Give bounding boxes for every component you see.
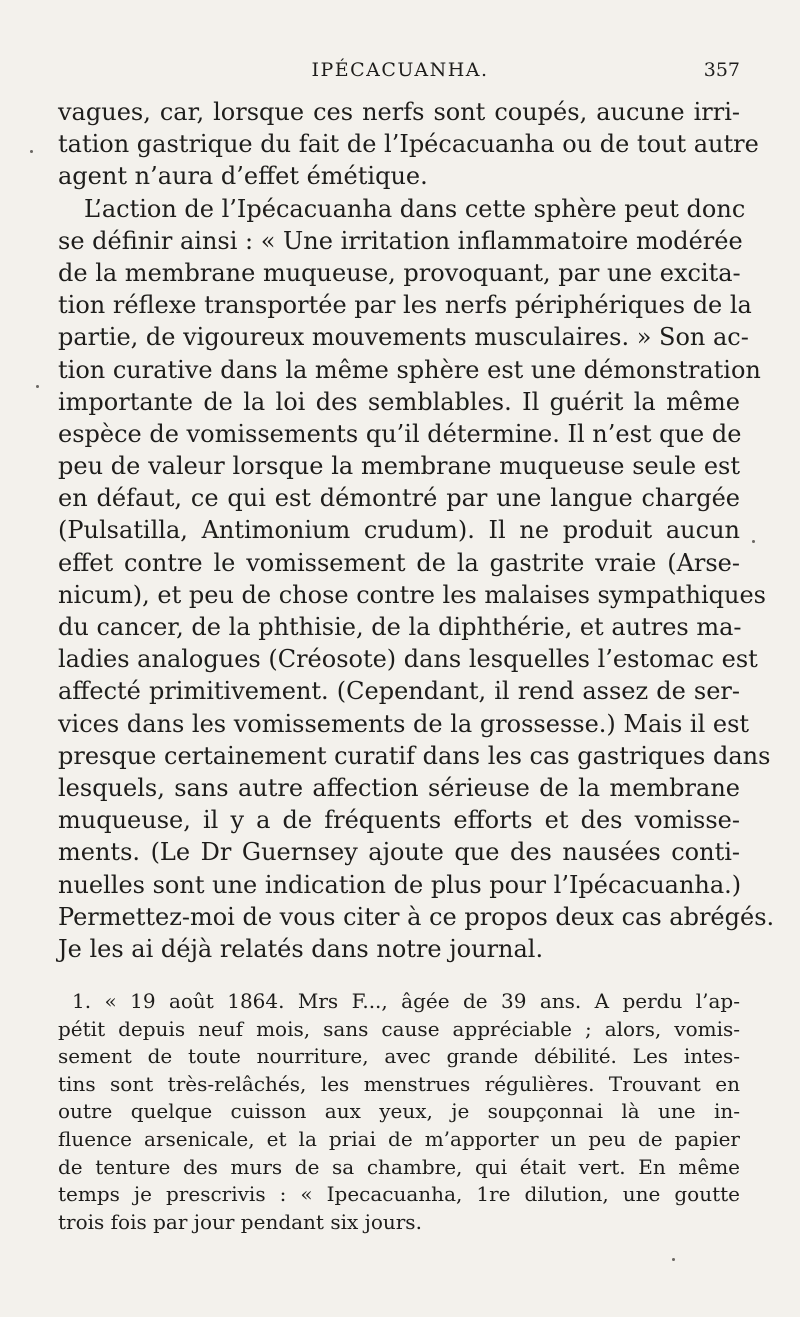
body-text — [58, 96, 775, 965]
body-line: vagues, car, lorsque ces nerfs sont coupés, aucune irri- — [58, 98, 740, 126]
body-line: presque certainement curatif dans les cas gastriques dans — [58, 741, 771, 770]
body-line: agent n’aura d’effet émétique. — [58, 162, 428, 191]
running-head — [60, 55, 740, 87]
body-line: ments. (Le Dr Guernsey ajoute que des nausées conti- — [58, 838, 740, 867]
body-line: (Pulsatilla, Antimonium crudum). Il ne produit aucun — [58, 516, 740, 545]
body-line: L’action de l’Ipécacuanha dans cette sphère peut donc — [84, 194, 746, 223]
paper-speck — [752, 540, 755, 543]
body-line: tation gastrique du fait de l’Ipécacuanha ou de tout autre — [58, 130, 759, 159]
body-line: vices dans les vomissements de la grossesse.) Mais il est — [58, 709, 750, 738]
footnote-line: pétit depuis neuf mois, sans cause appréciable ; alors, vomis- — [58, 1016, 740, 1041]
body-line: de la membrane muqueuse, provoquant, par une excita- — [58, 258, 741, 287]
paper-speck — [36, 385, 39, 388]
body-line: affecté primitivement. (Cependant, il rend assez de ser- — [58, 677, 740, 706]
body-line: en défaut, ce qui est démontré par une langue chargée — [58, 484, 740, 513]
paper-speck — [30, 150, 33, 153]
body-line: peu de valeur lorsque la membrane muqueuse seule est — [58, 452, 740, 481]
body-line: Je les ai déjà relatés dans notre journal. — [58, 934, 544, 963]
body-line: Permettez-moi de vous citer à ce propos deux cas abrégés. — [58, 902, 775, 931]
body-line: tion réflexe transportée par les nerfs périphériques de la — [58, 291, 752, 320]
page-number: 357 — [703, 59, 740, 81]
body-line: se définir ainsi : « Une irritation inflammatoire modérée — [58, 226, 743, 255]
body-line: effet contre le vomissement de la gastrite vraie (Arse- — [58, 548, 740, 577]
body-line: ladies analogues (Créosote) dans lesquelles l’estomac est — [58, 645, 758, 674]
body-line: espèce de vomissements qu’il détermine. Il n’est que de — [58, 419, 742, 448]
body-line: lesquels, sans autre affection sérieuse de la membrane — [58, 773, 740, 802]
footnote-line: fluence arsenicale, et la priai de m’apporter un peu de papier — [58, 1126, 740, 1151]
paper-speck — [672, 1258, 675, 1261]
body-line: du cancer, de la phthisie, de la diphthérie, et autres ma- — [58, 613, 742, 641]
body-line: nicum), et peu de chose contre les malaises sympathiques — [58, 580, 766, 609]
footnote-line: tins sont très-relâchés, les menstrues régulières. Trouvant en — [58, 1071, 740, 1096]
footnote-line: 1. « 19 août 1864. Mrs F..., âgée de 39 ans. A perdu l’ap- — [72, 989, 740, 1013]
footnote-line: sement de toute nourriture, avec grande débilité. Les intes- — [58, 1044, 740, 1069]
footnote-line: de tenture des murs de sa chambre, qui était vert. En même — [58, 1154, 740, 1179]
body-line: importante de la loi des semblables. Il guérit la même — [58, 387, 740, 416]
footnote-line: outre quelque cuisson aux yeux, je soupçonnai là une in- — [58, 1099, 740, 1124]
body-line: partie, de vigoureux mouvements musculaires. » Son ac- — [58, 323, 749, 352]
body-line: tion curative dans la même sphère est une démonstration — [58, 355, 761, 384]
body-line: muqueuse, il y a de fréquents efforts et des vomisse- — [58, 806, 740, 835]
footnote — [58, 988, 740, 1236]
body-line: nuelles sont une indication de plus pour l’Ipécacuanha.) — [58, 870, 742, 899]
footnote-line: temps je prescrivis : « Ipecacuanha, 1re dilution, une goutte — [58, 1182, 740, 1207]
footnote-line: trois fois par jour pendant six jours. — [58, 1209, 422, 1234]
running-title: IPÉCACUANHA. — [311, 59, 489, 81]
